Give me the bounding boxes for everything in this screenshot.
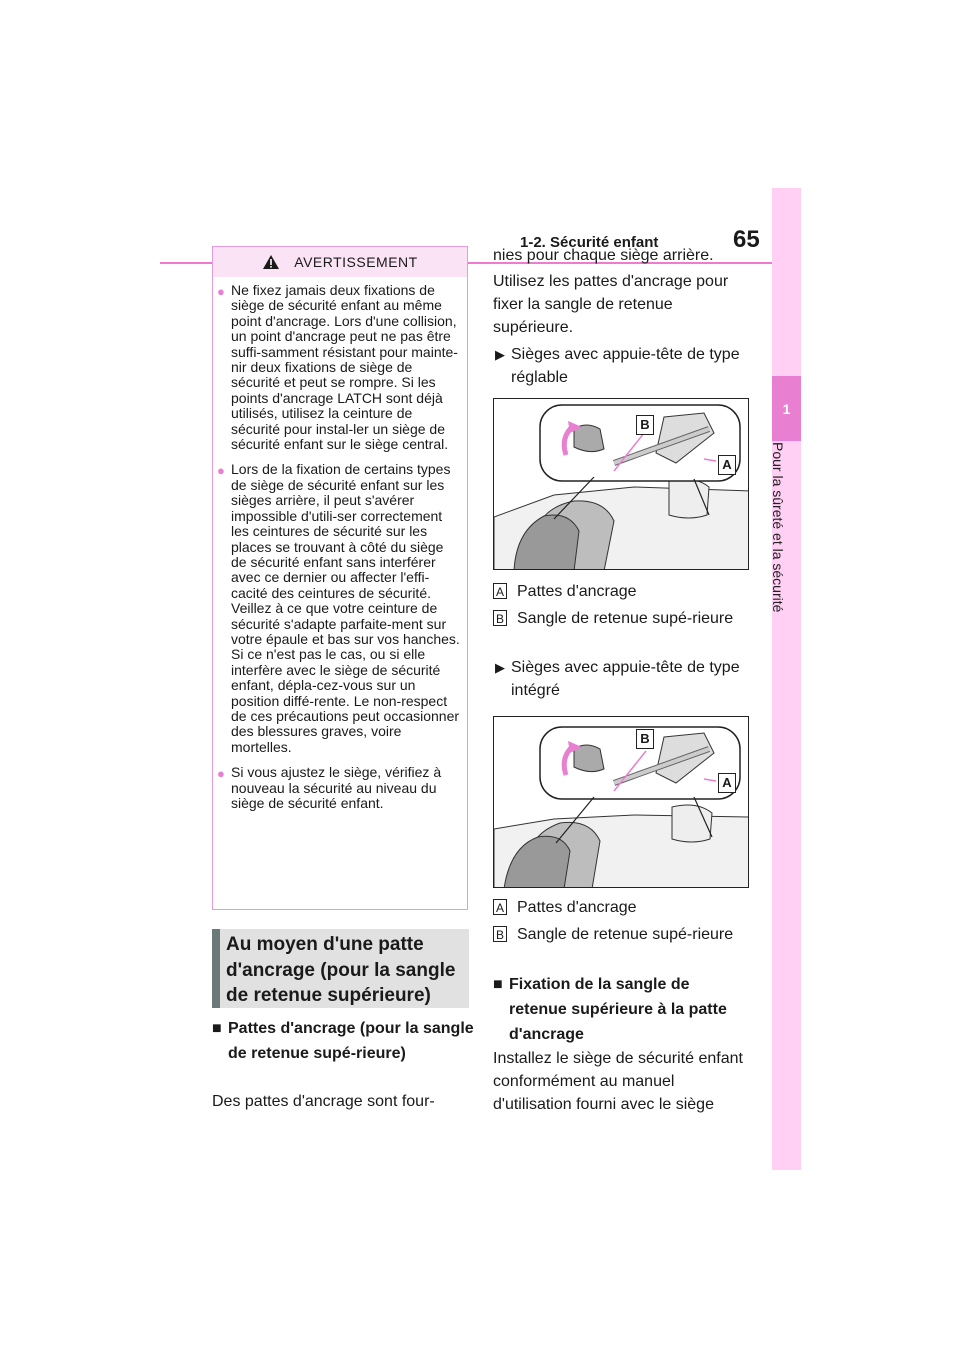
square-bullet-icon: ■ xyxy=(212,1020,222,1037)
warning-item: ● Ne fixez jamais deux fixations de siège de sécurité enfant au même point d'ancrage. Lors d'une collision, un point d'ancrage peut ne pas être suffi-samment résistant pour mainte-nir deux fixations de siège de sécurité et peut se rompre. Si les points d'ancrage LATCH sont déjà utilisés, utilisez la ceinture de sécurité pour instal-ler un siège de sécurité enfant sur le siège central. xyxy=(217,282,458,453)
paragraph: Des pattes d'ancrage sont four- xyxy=(212,1093,435,1110)
warning-item: ● Si vous ajustez le siège, vérifiez à nouveau la sécurité au niveau du siège de sécurité enfant. xyxy=(217,764,442,811)
bullet-icon: ● xyxy=(217,463,225,479)
subhead-attach-strap: ■ Fixation de la sangle de retenue supérieure à la patte d'ancrage xyxy=(493,972,744,1047)
warning-triangle-icon xyxy=(262,254,280,270)
chapter-label: Pour la sûreté et la sécurité xyxy=(770,442,786,613)
callout-label-b: B xyxy=(636,729,654,749)
paragraph: Utilisez les pattes d'ancrage pour fixer la sangle de retenue supérieure. xyxy=(493,273,729,336)
triangle-bullet-icon: ▶ xyxy=(495,660,505,675)
subhead-anchor-brackets: ■ Pattes d'ancrage (pour la sangle de retenue supé-rieure) xyxy=(212,1016,478,1066)
warning-header xyxy=(213,247,467,277)
section-heading: Au moyen d'une patte d'ancrage (pour la sangle de retenue supérieure) xyxy=(212,929,469,1008)
chapter-side-tab xyxy=(772,188,801,1170)
legend-key: B xyxy=(493,926,507,942)
legend-item: B Sangle de retenue supé-rieure xyxy=(493,923,737,946)
paragraph: nies pour chaque siège arrière. xyxy=(493,247,714,264)
list-item: ▶ Sièges avec appuie-tête de type intégré xyxy=(495,656,761,702)
illustration-adjustable-headrest xyxy=(493,398,749,570)
legend-key: A xyxy=(493,899,507,915)
warning-box xyxy=(212,246,468,910)
triangle-bullet-icon: ▶ xyxy=(495,347,505,362)
page-number: 65 xyxy=(733,226,760,253)
warning-title: AVERTISSEMENT xyxy=(294,254,418,270)
bullet-icon: ● xyxy=(217,766,225,782)
legend-key: B xyxy=(493,610,507,626)
illustration-integrated-headrest xyxy=(493,716,749,888)
paragraph: Installez le siège de sécurité enfant conformément au manuel d'utilisation fourni avec le siège xyxy=(493,1050,743,1113)
bullet-icon: ● xyxy=(217,284,225,299)
warning-item: ● Lors de la fixation de certains types de siège de sécurité enfant sur les sièges arrière, il peut s'avérer impossible d'utili-ser correctement les ceintures de sécurité sur les places se trouvant à côté du siège de sécurité enfant sans interférer avec ce dernier ou affecter l'effi-cacité des ceintures de sécurité. Veillez à ce que votre ceinture de sécurité s'adapte parfaite-ment sur votre épaule et bas sur vos hanches. Si ce n'est pas le cas, ou si elle interfère avec le siège de sécurité enfant, dépla-cez-vous sur un position diffé-rente. Le non-respect de ces précautions peut occasionner des blessures graves, voire mortelles. xyxy=(217,461,460,755)
callout-label-a: A xyxy=(718,773,736,793)
callout-label-a: A xyxy=(718,455,736,475)
legend-item: B Sangle de retenue supé-rieure xyxy=(493,607,737,630)
legend-key: A xyxy=(493,583,507,599)
seat-illustration-2 xyxy=(494,717,749,888)
section-title: 1-2. Sécurité enfant xyxy=(520,234,659,251)
chapter-number: 1 xyxy=(772,376,801,441)
square-bullet-icon: ■ xyxy=(493,976,503,993)
seat-illustration-1 xyxy=(494,399,749,570)
list-item: ▶ Sièges avec appuie-tête de type réglable xyxy=(495,343,761,389)
legend-item: A Pattes d'ancrage xyxy=(493,580,767,603)
callout-label-b: B xyxy=(636,415,654,435)
legend-item: A Pattes d'ancrage xyxy=(493,896,767,919)
